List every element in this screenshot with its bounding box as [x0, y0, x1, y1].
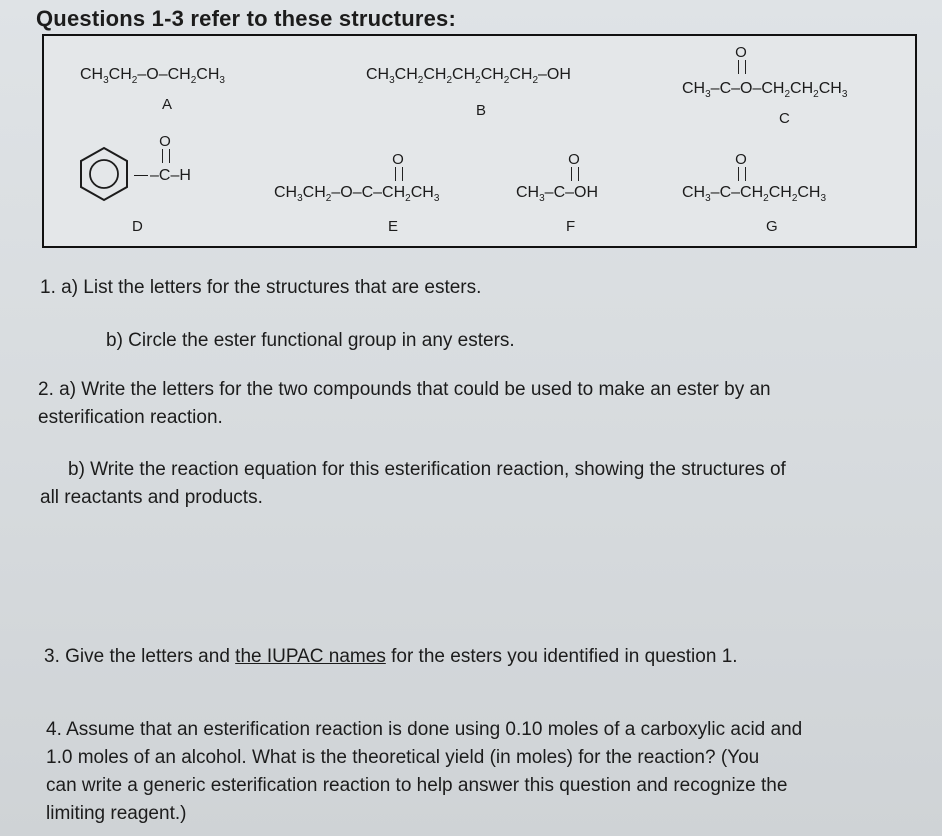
structure-e-formula: $CH_3CH_2-O-C-CH_2CH_3$ [274, 184, 440, 205]
page-title: Questions 1-3 refer to these structures: [36, 6, 457, 31]
structure-b-formula: $CH_3CH_2CH_2CH_2CH_2CH_2-OH$ [366, 66, 571, 87]
structure-b-label: B [476, 102, 487, 119]
structure-c-carbonyl-oxygen: O [735, 44, 747, 61]
ring-bond [134, 175, 148, 176]
question-2a-line1: 2. a) Write the letters for the two compounds that could be used to make an ester by an [38, 379, 771, 400]
question-1b: b) Circle the ester functional group in any esters. [106, 330, 515, 351]
structure-a-label: A [162, 96, 173, 113]
structure-f-carbonyl-oxygen: O [568, 151, 580, 168]
structure-g-carbonyl-oxygen: O [735, 151, 747, 168]
benzene-ring-icon [74, 144, 134, 204]
question-2b-line2: all reactants and products. [40, 487, 263, 508]
question-4-line1: 4. Assume that an esterification reaction is done using 0.10 moles of a carboxylic acid and [46, 719, 803, 740]
structure-e-double-bond [395, 167, 403, 181]
question-3-pre: 3. Give the letters and [44, 646, 236, 667]
structure-c-formula: $CH_3-C-O-CH_2CH_2CH_3$ [682, 80, 848, 101]
structures-box [42, 34, 917, 248]
structure-d-carbonyl-oxygen: O [159, 133, 171, 150]
question-4-line4: limiting reagent.) [46, 803, 187, 824]
structure-e-carbonyl-oxygen: O [392, 151, 404, 168]
question-3-iupac: the IUPAC names [235, 646, 386, 667]
structure-c-double-bond [738, 60, 746, 74]
question-4-line2: 1.0 moles of an alcohol. What is the theoretical yield (in moles) for the reaction? (You [46, 747, 760, 768]
question-2a-line2: esterification reaction. [38, 407, 223, 428]
question-3-post: for the esters you identified in question 1. [385, 646, 738, 667]
structure-g-formula: $CH_3-C-CH_2CH_2CH_3$ [682, 184, 827, 205]
structure-f-label: F [566, 218, 576, 235]
structure-c-label: C [779, 110, 790, 127]
question-2b-line1: b) Write the reaction equation for this esterification reaction, showing the structures of [68, 459, 786, 480]
structure-a-formula: $CH_3CH_2-O-CH_2CH_3$ [80, 66, 225, 87]
structure-d-label: D [132, 218, 143, 235]
structure-g-double-bond [738, 167, 746, 181]
question-4-line3: can write a generic esterification reaction to help answer this question and recognize the [46, 775, 788, 796]
structure-f-double-bond [571, 167, 579, 181]
structure-g-label: G [766, 218, 778, 235]
structure-e-label: E [388, 218, 399, 235]
question-1a: 1. a) List the letters for the structures that are esters. [40, 277, 482, 298]
structure-d-double-bond [162, 149, 170, 163]
question-3 [44, 643, 738, 670]
structure-f-formula: $CH_3-C-OH$ [516, 184, 599, 205]
structure-d-group: –C–H [150, 167, 191, 184]
